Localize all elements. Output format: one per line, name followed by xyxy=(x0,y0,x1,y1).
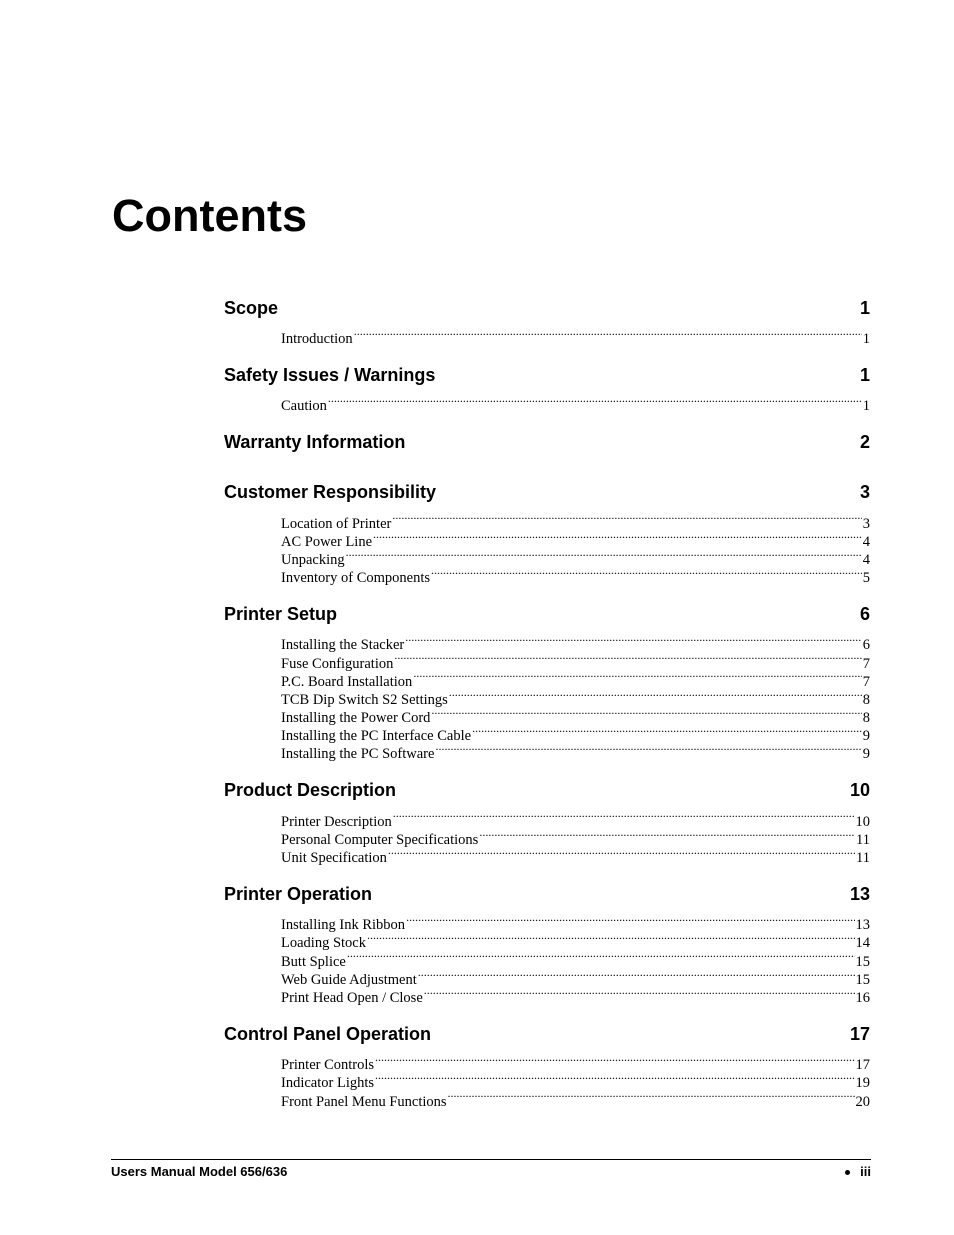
toc-entry-list xyxy=(281,631,870,763)
toc-entry-label: Installing the PC Interface Cable xyxy=(281,728,472,745)
toc-entry-page: 8 xyxy=(862,710,870,727)
toc-entry-page: 8 xyxy=(862,691,870,708)
toc-section-heading[interactable] xyxy=(224,882,870,906)
toc-section-heading[interactable] xyxy=(224,602,870,626)
toc-entry-label: Web Guide Adjustment xyxy=(281,971,417,988)
page-footer xyxy=(111,1159,871,1180)
toc-entry-page: 19 xyxy=(855,1075,870,1092)
dot-leader xyxy=(394,649,861,667)
toc-entry-label: Printer Description xyxy=(281,813,392,830)
toc-entry-label: Unit Specification xyxy=(281,850,387,866)
toc-entry-page: 15 xyxy=(855,971,870,988)
toc-entry-page: 20 xyxy=(855,1093,870,1110)
dot-leader xyxy=(367,929,855,947)
toc-section xyxy=(224,602,870,763)
toc-entry-page: 14 xyxy=(855,935,870,952)
toc-entry-list xyxy=(281,509,870,587)
toc-entry-page: 13 xyxy=(855,917,870,934)
dot-leader xyxy=(448,1087,855,1105)
toc-entry-label: Location of Printer xyxy=(281,515,392,532)
toc-entry[interactable] xyxy=(281,564,870,587)
dot-leader xyxy=(431,704,861,722)
toc-entry-list xyxy=(281,392,870,415)
toc-entry-label: Front Panel Menu Functions xyxy=(281,1093,447,1110)
toc-entry-label: Caution xyxy=(281,398,327,415)
toc-entry[interactable] xyxy=(281,947,870,970)
toc-entry-page: 10 xyxy=(855,813,870,830)
dot-leader xyxy=(393,807,855,825)
toc-entry-label: Installing the Power Cord xyxy=(281,710,431,727)
toc-entry-page: 5 xyxy=(862,570,870,587)
toc-section-page: 10 xyxy=(849,780,870,801)
dot-leader xyxy=(431,564,862,582)
toc-entry-page: 15 xyxy=(855,953,870,970)
toc-entry-page: 11 xyxy=(856,850,870,866)
toc-entry-label: Butt Splice xyxy=(281,953,346,970)
toc-entry-page: 9 xyxy=(862,746,870,763)
toc-entry-page: 11 xyxy=(856,831,870,848)
toc-entry-page: 16 xyxy=(855,989,870,1006)
toc-section-title: Printer Setup xyxy=(224,604,338,625)
toc-section xyxy=(224,363,870,415)
toc-entry-label: Personal Computer Specifications xyxy=(281,831,479,848)
toc-section-heading[interactable] xyxy=(224,480,870,504)
toc-entry-label: Loading Stock xyxy=(281,935,366,952)
toc-entry-label: Fuse Configuration xyxy=(281,655,394,672)
dot-leader xyxy=(418,966,855,984)
toc-section-title: Warranty Information xyxy=(224,432,406,453)
toc-section-page: 6 xyxy=(859,604,870,625)
toc-section xyxy=(224,296,870,348)
toc-section-heading[interactable] xyxy=(224,363,870,387)
toc-entry[interactable] xyxy=(281,509,870,532)
toc-section-page: 13 xyxy=(849,884,870,904)
toc-section-heading[interactable] xyxy=(224,1022,870,1046)
dot-leader xyxy=(354,325,862,343)
toc-entry-list xyxy=(281,807,870,866)
dot-leader xyxy=(405,631,862,649)
toc-entry-label: TCB Dip Switch S2 Settings xyxy=(281,691,448,708)
toc-entry-page: 4 xyxy=(862,551,870,568)
toc-entry[interactable] xyxy=(281,807,870,830)
toc-section-title: Printer Operation xyxy=(224,884,373,904)
dot-leader xyxy=(375,1051,854,1069)
dot-leader xyxy=(413,668,861,686)
dot-leader xyxy=(424,984,855,1002)
dot-leader xyxy=(328,392,862,410)
toc-entry[interactable] xyxy=(281,911,870,934)
dot-leader xyxy=(346,546,862,564)
toc-entry[interactable] xyxy=(281,929,870,952)
toc-entry-page: 9 xyxy=(862,728,870,745)
toc-section-page: 1 xyxy=(859,365,870,386)
toc-entry-list xyxy=(281,1051,870,1110)
toc-entry-page: 7 xyxy=(862,655,870,672)
toc-section-heading[interactable] xyxy=(224,778,870,802)
toc-entry-label: Printer Controls xyxy=(281,1057,375,1074)
dot-leader xyxy=(347,947,855,965)
toc-section-page: 2 xyxy=(859,432,870,453)
toc-entry-list xyxy=(281,325,870,348)
toc-entry-label: Inventory of Components xyxy=(281,570,431,587)
page-title: Contents xyxy=(112,190,307,241)
toc-entry-page: 6 xyxy=(862,637,870,654)
toc-entry-label: Installing the PC Software xyxy=(281,746,435,763)
toc-section-title: Customer Responsibility xyxy=(224,482,437,503)
dot-leader xyxy=(449,686,862,704)
dot-leader xyxy=(406,911,854,929)
dot-leader xyxy=(479,826,855,844)
toc-entry[interactable] xyxy=(281,966,870,988)
toc-section-title: Safety Issues / Warnings xyxy=(224,365,436,386)
footer-page-number-group xyxy=(845,1164,871,1180)
toc-entry-page: 1 xyxy=(862,331,870,348)
toc-section-heading[interactable] xyxy=(224,296,870,320)
dot-leader xyxy=(388,844,855,862)
dot-leader xyxy=(392,509,861,527)
toc-entry[interactable] xyxy=(281,546,870,568)
table-of-contents xyxy=(224,296,870,1126)
toc-entry-list xyxy=(281,911,870,1006)
toc-section-title: Scope xyxy=(224,298,279,318)
toc-entry-label: Introduction xyxy=(281,331,353,348)
toc-entry-page: 3 xyxy=(862,515,870,532)
toc-entry[interactable] xyxy=(281,392,870,415)
dot-leader xyxy=(373,528,862,546)
toc-entry-label: Installing Ink Ribbon xyxy=(281,917,406,934)
toc-section-title: Product Description xyxy=(224,780,397,801)
toc-entry-page: 1 xyxy=(862,398,870,415)
toc-entry[interactable] xyxy=(281,325,870,348)
footer-manual-title: Users Manual Model 656/636 xyxy=(111,1164,288,1179)
toc-section xyxy=(224,430,870,454)
toc-entry-label: Unpacking xyxy=(281,551,345,568)
toc-entry-page: 4 xyxy=(862,533,870,550)
toc-section-title: Control Panel Operation xyxy=(224,1023,432,1044)
toc-section xyxy=(224,778,870,866)
toc-section xyxy=(224,882,870,1006)
toc-section-page: 1 xyxy=(859,298,870,318)
dot-leader xyxy=(472,722,862,740)
toc-section-page: 17 xyxy=(849,1023,870,1044)
toc-section-page: 3 xyxy=(859,482,870,503)
toc-section xyxy=(224,480,870,587)
toc-entry-label: P.C. Board Installation xyxy=(281,673,413,690)
dot-leader xyxy=(435,740,861,758)
toc-entry-label: AC Power Line xyxy=(281,533,373,550)
toc-entry[interactable] xyxy=(281,631,870,654)
toc-entry-page: 7 xyxy=(862,673,870,690)
toc-section-heading[interactable] xyxy=(224,430,870,454)
toc-entry-label: Print Head Open / Close xyxy=(281,989,423,1006)
footer-page-number: iii xyxy=(860,1164,871,1179)
dot-leader xyxy=(375,1069,854,1087)
toc-entry-label: Indicator Lights xyxy=(281,1075,375,1092)
toc-entry-label: Installing the Stacker xyxy=(281,637,405,654)
toc-section xyxy=(224,1022,870,1110)
toc-entry-page: 17 xyxy=(855,1057,870,1074)
bullet-icon xyxy=(845,1170,850,1175)
toc-entry[interactable] xyxy=(281,1051,870,1074)
